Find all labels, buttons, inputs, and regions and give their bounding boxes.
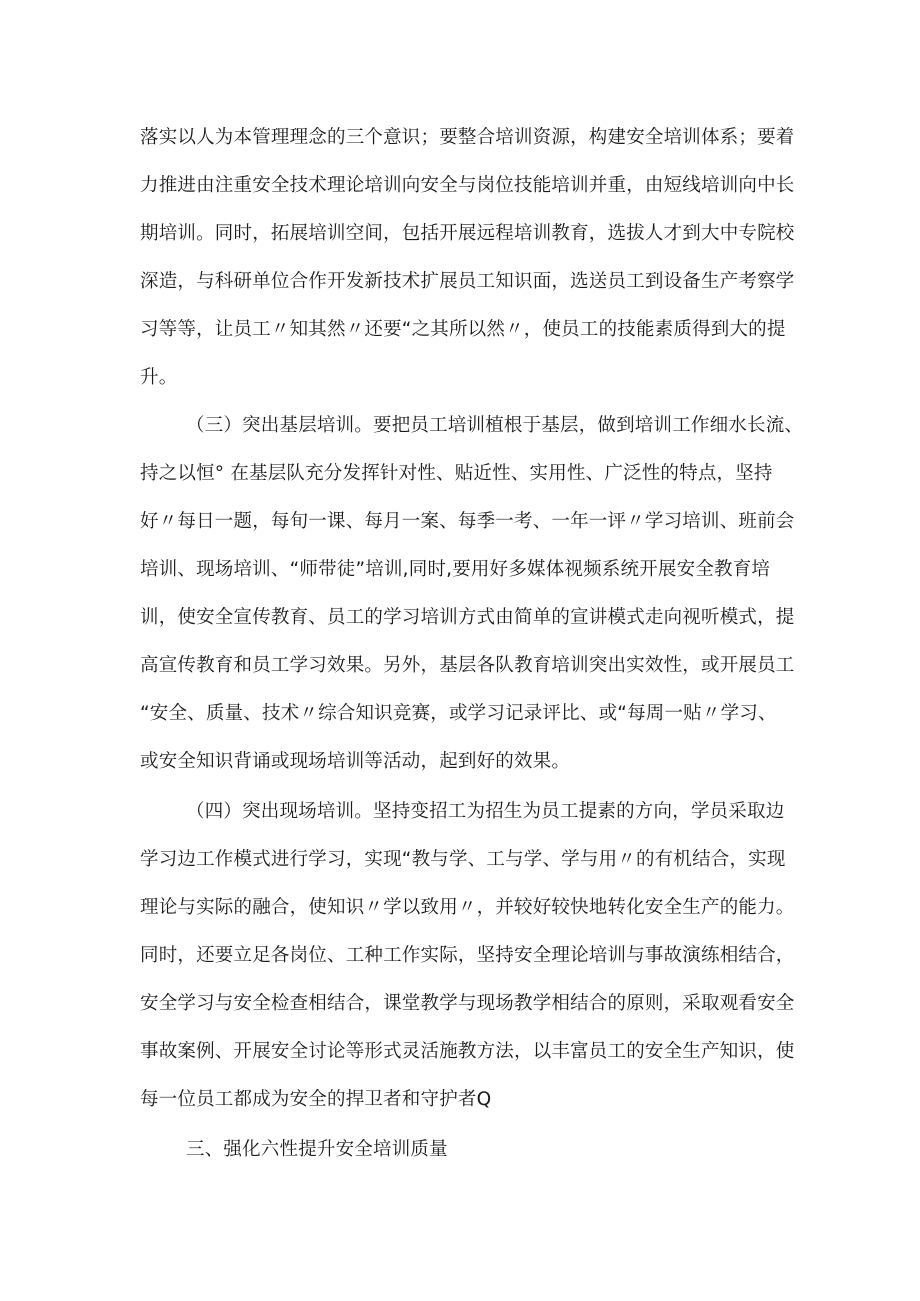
paragraph-line: （三）突出基层培训。要把员工培训植根于基层，做到培训工作细水长流、 — [186, 415, 804, 436]
paragraph-line: 力推进由注重安全技术理论培训向安全与岗位技能培训并重，由短线培训向中长 — [140, 175, 795, 196]
paragraph-line: （四）突出现场培训。坚持变招工为招生为员工提素的方向，学员采取边 — [186, 801, 785, 822]
paragraph-line: 安全学习与安全检查相结合，课堂教学与现场教学相结合的原则，采取观看安全 — [140, 993, 795, 1014]
paragraph-line: 训，使安全宣传教育、员工的学习培训方式由简单的宣讲模式走向视听模式，提 — [140, 607, 795, 628]
paragraph-line: 持之以恒° 在基层队充分发挥针对性、贴近性、实用性、广泛性的特点，坚持 — [140, 463, 773, 484]
paragraph-line: 落实以人为本管理理念的三个意识；要整合培训资源，构建安全培训体系；要着 — [140, 127, 795, 148]
section-heading: 三、强化六性提升安全培训质量 — [186, 1139, 448, 1160]
paragraph-line: 期培训。同时，拓展培训空间，包括开展远程培训教育，选拔人才到大中专院校 — [140, 223, 795, 244]
paragraph-line: 高宣传教育和员工学习效果。另外，基层各队教育培训突出实效性，或开展员工 — [140, 655, 795, 676]
paragraph-line: 习等等，让员工〃知其然〃还要“之其所以然〃，使员工的技能素质得到大的提 — [140, 319, 786, 340]
paragraph-line: 学习边工作模式进行学习，实现“教与学、工与学、学与用〃的有机结合，实现 — [140, 849, 786, 870]
paragraph-line: 升。 — [140, 367, 178, 388]
paragraph-line: 培训、现场培训、“师带徒”培训,同时,要用好多媒体视频系统开展安全教育培 — [140, 559, 771, 580]
paragraph-line: 理论与实际的融合，使知识〃学以致用〃，并较好较快地转化安全生产的能力。 — [140, 897, 795, 918]
paragraph-line: 同时，还要立足各岗位、工种工作实际，坚持安全理论培训与事故演练相结合， — [140, 945, 795, 966]
paragraph-line: 事故案例、开展安全讨论等形式灵活施教方法，以丰富员工的安全生产知识，使 — [140, 1041, 795, 1062]
paragraph-line: 每一位员工都成为安全的捍卫者和守护者Q — [140, 1089, 492, 1110]
paragraph-line: “安全、质量、技术〃综合知识竞赛，或学习记录评比、或“每周一贴〃学习、 — [140, 703, 777, 724]
paragraph-line: 好〃每日一题，每旬一课、每月一案、每季一考、一年一评〃学习培训、班前会 — [140, 511, 795, 532]
paragraph-line: 或安全知识背诵或现场培训等活动，起到好的效果。 — [140, 751, 571, 772]
paragraph-line: 深造，与科研单位合作开发新技术扩展员工知识面，选送员工到设备生产考察学 — [140, 271, 795, 292]
